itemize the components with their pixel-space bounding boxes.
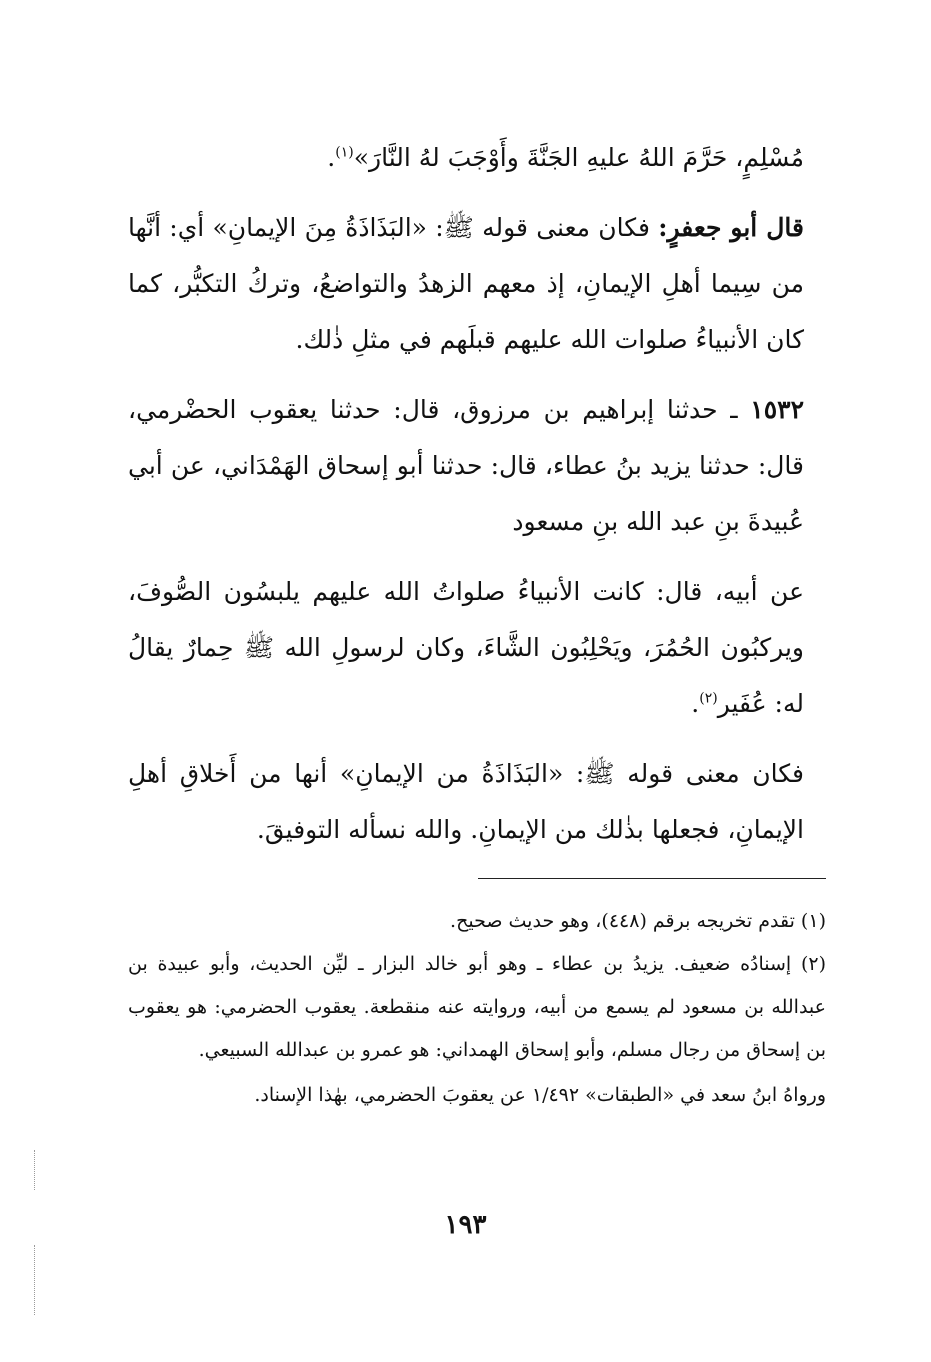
hadith-matn bbox=[128, 564, 804, 732]
paragraph-commentary bbox=[128, 200, 804, 368]
footnote-2: (٢) إسنادُه ضعيف. يزيدُ بن عطاء ـ وهو أبو خالد البزار ـ ليِّن الحديث، وأبو عبيدة بن عبدالله بن مسعود لم يسمع من أبيه، وروايته عنه منقطعة. يعقوب الحضرمي: هو يعقوب بن إسحاق من رجال مسلم، وأبو إسحاق الهمداني: هو عمرو بن عبدالله السبيعي. bbox=[128, 953, 826, 1061]
main-text bbox=[128, 130, 804, 872]
footnote-separator bbox=[478, 878, 826, 879]
scan-margin-mark bbox=[34, 1245, 35, 1315]
paragraph-text: مُسْلِمٍ، حَرَّمَ اللهُ عليهِ الجَنَّةَ وأَوْجَبَ لهُ النَّارَ» bbox=[353, 143, 804, 172]
footnotes bbox=[128, 900, 826, 1117]
paragraph-text: فكان معنى قوله ﷺ: «البَذَاذَةُ من الإيمانِ» أنها من أَخلاقِ أهلِ الإيمانِ، فجعلها بذٰلك من الإيمانِ. والله نسأله التوفيقَ. bbox=[128, 759, 804, 844]
footnote-ref-2[interactable]: (٢) bbox=[699, 690, 718, 707]
paragraph-continuation bbox=[128, 130, 804, 186]
hadith-entry bbox=[128, 382, 804, 550]
scan-margin-mark bbox=[34, 1150, 35, 1190]
footnote-2-continuation: ورواهُ ابنُ سعد في «الطبقات» ١/٤٩٢ عن يعقوبَ الحضرمي، بهٰذا الإسناد. bbox=[254, 1084, 826, 1106]
paragraph-text: عن أبيه، قال: كانت الأنبياءُ صلواتُ الله عليهم يلبسُون الصُّوفَ، ويركبُون الحُمُرَ، ويَحْلِبُون الشَّاءَ، وكان لرسولِ الله ﷺ حِمارٌ يقالُ له: عُفَير bbox=[128, 577, 804, 718]
footnote-ref-1[interactable]: (١) bbox=[335, 144, 354, 161]
author-name: قال أبو جعفرٍ: bbox=[658, 213, 804, 242]
sentence-end: . bbox=[327, 143, 336, 172]
isnad-text: ـ حدثنا إبراهيم بن مرزوق، قال: حدثنا يعقوب الحضْرمي، قال: حدثنا يزيد بنُ عطاء، قال: حدثنا أبو إسحاق الهَمْدَاني، عن أبي عُبيدةَ بنِ عبد الله بنِ مسعود bbox=[128, 395, 805, 536]
page-number: ١٩٣ bbox=[444, 1210, 487, 1240]
paragraph-text: فكان معنى قوله ﷺ: «البَذَاذَةُ مِنَ الإيمانِ» أي: أنَّها من سِيما أهلِ الإيمانِ، إذ معهم الزهدُ والتواضعُ، وتركُ التكبُّر، كما كان الأنبياءُ صلوات الله عليهم قبلَهم في مثلِ ذٰلك. bbox=[128, 213, 804, 354]
footnote-1: (١) تقدم تخريجه برقم (٤٤٨)، وهو حديث صحيح. bbox=[450, 910, 826, 932]
hadith-number: ١٥٣٢ bbox=[750, 395, 804, 424]
paragraph-commentary-2 bbox=[128, 746, 804, 858]
sentence-end: . bbox=[691, 689, 700, 718]
